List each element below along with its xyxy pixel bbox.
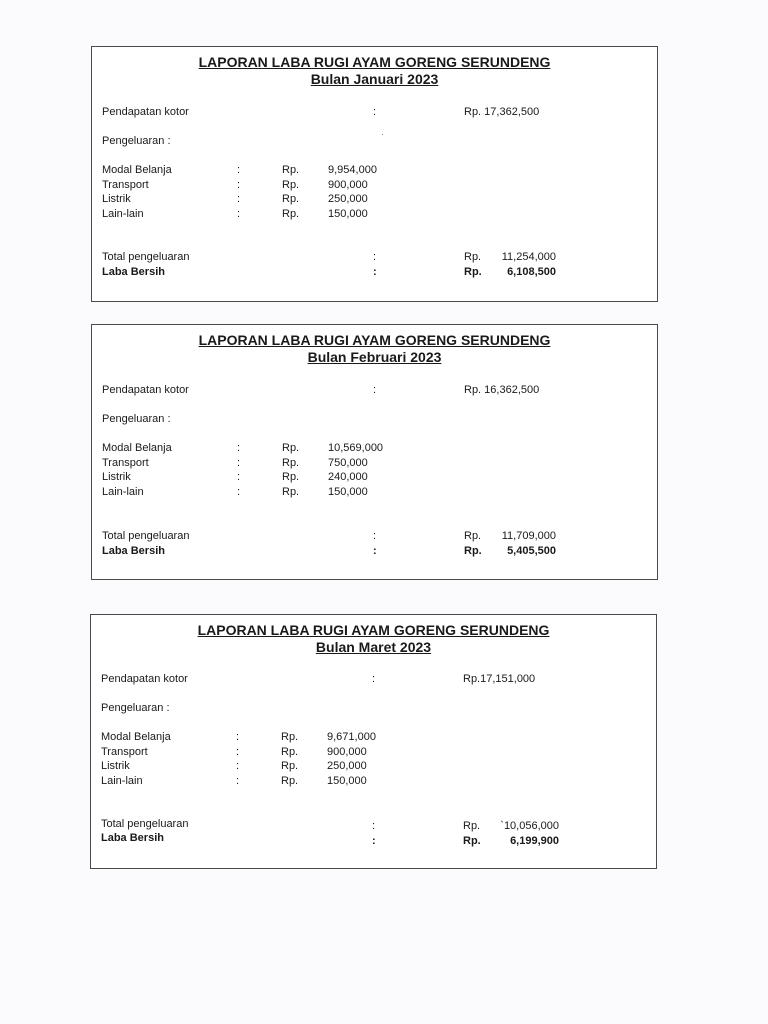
expense-amount: 9,954,000 — [328, 164, 377, 176]
gross-income-value: Rp. 17,362,500 — [464, 106, 540, 118]
expense-amount: 10,569,000 — [328, 442, 384, 454]
total-expenses-value: 11,254,000 — [501, 251, 556, 263]
expense-colon: : — [237, 486, 241, 498]
net-profit-colon: : — [372, 835, 376, 847]
net-profit-label: Laba Bersih — [101, 832, 164, 844]
gross-income-colon: : — [373, 106, 377, 118]
expense-currency: Rp. — [281, 731, 299, 743]
expense-amount: 250,000 — [327, 760, 367, 772]
expense-amount: 240,000 — [328, 471, 368, 483]
total-expenses-currency: Rp. — [464, 251, 482, 263]
expense-colon: : — [236, 760, 240, 772]
expense-colon: : — [236, 746, 240, 758]
expense-amount: 900,000 — [328, 179, 368, 191]
net-profit-currency: Rp. — [464, 266, 482, 278]
expense-amount: 900,000 — [327, 746, 367, 758]
report-period: Bulan Maret 2023 — [315, 639, 432, 655]
net-profit-value: 6,199,900 — [510, 835, 559, 847]
report-maret — [90, 614, 657, 869]
expense-colon: : — [237, 471, 241, 483]
expense-colon: : — [237, 442, 241, 454]
total-expenses-currency: Rp. — [463, 820, 481, 832]
total-expenses-value: 11,709,000 — [501, 530, 556, 542]
expense-colon: : — [236, 775, 240, 787]
gross-income-colon: : — [373, 384, 377, 396]
report-februari — [91, 324, 658, 580]
expense-colon: : — [237, 179, 241, 191]
report-januari — [91, 46, 658, 302]
expense-label: Modal Belanja — [102, 164, 172, 176]
expense-amount: 150,000 — [327, 775, 367, 787]
expenses-header: Pengeluaran : — [102, 135, 171, 147]
expense-amount: 9,671,000 — [327, 731, 376, 743]
expense-colon: : — [237, 164, 241, 176]
expense-label: Lain-lain — [101, 775, 143, 787]
expense-amount: 250,000 — [328, 193, 368, 205]
expense-amount: 750,000 — [328, 457, 368, 469]
expenses-header: Pengeluaran : — [101, 702, 170, 714]
expense-currency: Rp. — [282, 457, 300, 469]
total-expenses-label: Total pengeluaran — [102, 530, 190, 542]
expense-colon: : — [237, 193, 241, 205]
report-title: LAPORAN LABA RUGI AYAM GORENG SERUNDENG — [198, 54, 551, 70]
expense-label: Transport — [102, 179, 149, 191]
expense-currency: Rp. — [282, 193, 300, 205]
net-profit-value: 6,108,500 — [507, 266, 556, 278]
expense-label: Transport — [102, 457, 149, 469]
expense-label: Listrik — [102, 193, 131, 205]
report-title: LAPORAN LABA RUGI AYAM GORENG SERUNDENG — [197, 622, 550, 638]
net-profit-colon: : — [373, 266, 377, 278]
gross-income-label: Pendapatan kotor — [101, 673, 188, 685]
net-profit-label: Laba Bersih — [102, 545, 165, 557]
net-profit-currency: Rp. — [463, 835, 481, 847]
expense-currency: Rp. — [282, 486, 300, 498]
expense-colon: : — [237, 457, 241, 469]
report-title: LAPORAN LABA RUGI AYAM GORENG SERUNDENG — [198, 332, 551, 348]
report-period: Bulan Januari 2023 — [310, 71, 439, 87]
expense-label: Transport — [101, 746, 148, 758]
expense-currency: Rp. — [282, 471, 300, 483]
total-expenses-currency: Rp. — [464, 530, 482, 542]
total-expenses-colon: : — [373, 530, 377, 542]
net-profit-label: Laba Bersih — [102, 266, 165, 278]
expense-label: Modal Belanja — [101, 731, 171, 743]
total-expenses-colon: : — [373, 251, 377, 263]
expense-label: Listrik — [101, 760, 130, 772]
net-profit-currency: Rp. — [464, 545, 482, 557]
report-period: Bulan Februari 2023 — [307, 349, 442, 365]
gross-income-value: Rp.17,151,000 — [463, 673, 536, 685]
expenses-header: Pengeluaran : — [102, 413, 171, 425]
expense-amount: 150,000 — [328, 486, 368, 498]
total-expenses-label: Total pengeluaran — [102, 251, 190, 263]
expense-label: Lain-lain — [102, 208, 144, 220]
net-profit-colon: : — [373, 545, 377, 557]
expense-colon: : — [236, 731, 240, 743]
expense-currency: Rp. — [281, 775, 299, 787]
expense-currency: Rp. — [282, 208, 300, 220]
total-expenses-label: Total pengeluaran — [101, 818, 189, 830]
gross-income-value: Rp. 16,362,500 — [464, 384, 540, 396]
total-expenses-value: `10,056,000 — [500, 820, 559, 832]
expense-amount: 150,000 — [328, 208, 368, 220]
gross-income-colon: : — [372, 673, 376, 685]
expense-currency: Rp. — [282, 179, 300, 191]
expense-colon: : — [237, 208, 241, 220]
total-expenses-colon: : — [372, 820, 376, 832]
gross-income-label: Pendapatan kotor — [102, 384, 189, 396]
expense-label: Lain-lain — [102, 486, 144, 498]
scan-speck: · — [381, 129, 384, 139]
expense-currency: Rp. — [281, 760, 299, 772]
gross-income-label: Pendapatan kotor — [102, 106, 189, 118]
net-profit-value: 5,405,500 — [507, 545, 556, 557]
expense-currency: Rp. — [282, 442, 300, 454]
expense-label: Listrik — [102, 471, 131, 483]
expense-currency: Rp. — [282, 164, 300, 176]
expense-label: Modal Belanja — [102, 442, 172, 454]
expense-currency: Rp. — [281, 746, 299, 758]
